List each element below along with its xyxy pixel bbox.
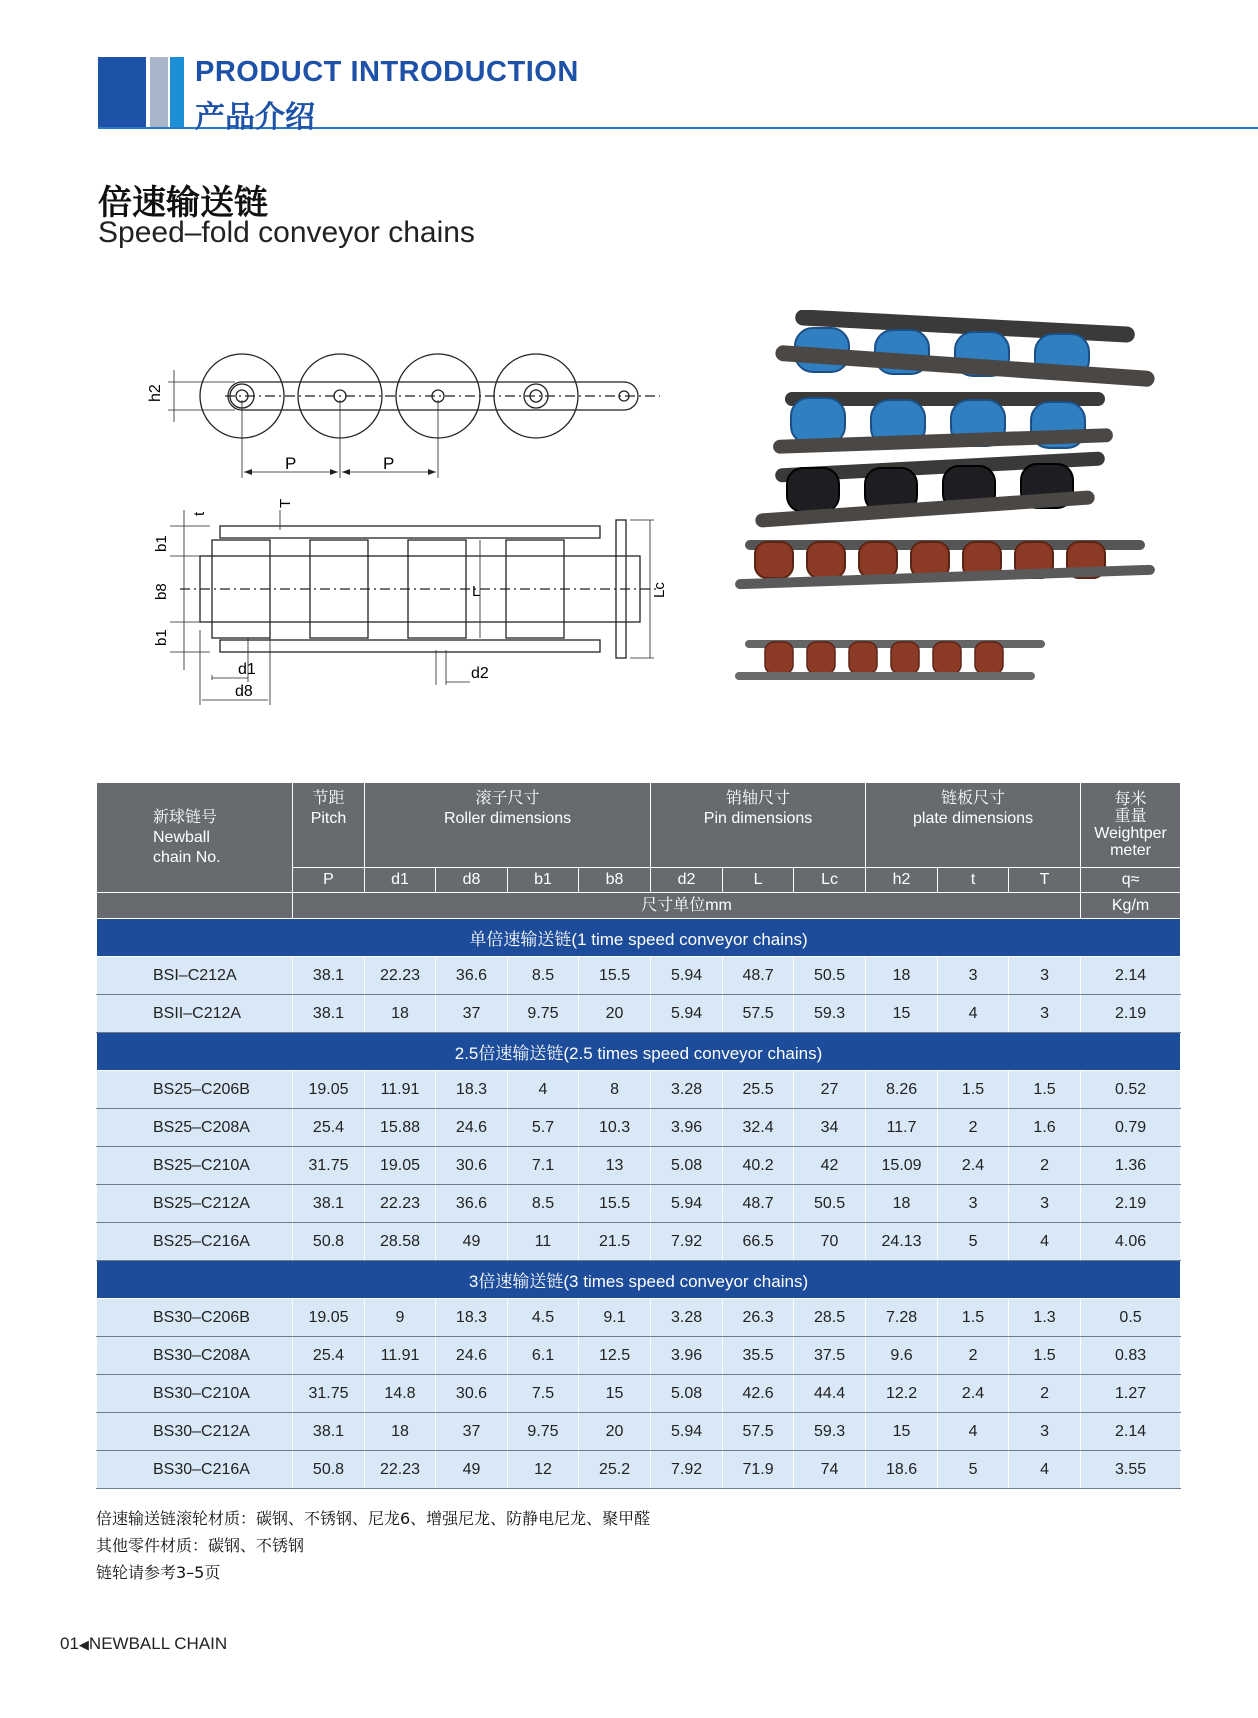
spec-table-body (97, 919, 1181, 1489)
value-cell: 50.8 (293, 1223, 365, 1261)
value-cell: 15.5 (579, 957, 651, 995)
value-cell: 8 (579, 1071, 651, 1109)
value-cell: 59.3 (794, 995, 866, 1033)
col-header-roller (365, 783, 651, 868)
value-cell: 18 (866, 957, 938, 995)
chain-blue-2 (773, 392, 1113, 454)
unit-spacer (97, 893, 293, 919)
value-cell: 32.4 (723, 1109, 794, 1147)
dim-p-label-2: P (383, 454, 395, 473)
table-row (97, 1451, 1181, 1489)
value-cell: 3 (1009, 1413, 1081, 1451)
value-cell: 50.5 (794, 1185, 866, 1223)
chain-black (755, 451, 1105, 527)
sym-cell: h2 (866, 868, 938, 893)
value-cell: 18 (365, 995, 436, 1033)
table-row (97, 1375, 1181, 1413)
value-cell: 11.91 (365, 1337, 436, 1375)
material-notes (96, 1505, 650, 1586)
dim-b1-label-bottom: b1 (153, 629, 170, 646)
value-cell: 18 (866, 1185, 938, 1223)
value-cell: 74 (794, 1451, 866, 1489)
value-cell: 2 (938, 1337, 1009, 1375)
value-cell: 24.13 (866, 1223, 938, 1261)
value-cell: 3 (1009, 957, 1081, 995)
value-cell: 38.1 (293, 957, 365, 995)
value-cell: 1.3 (1009, 1299, 1081, 1337)
value-cell: 2 (1009, 1147, 1081, 1185)
dim-b1-label-top: b1 (153, 535, 170, 552)
value-cell: 8.5 (508, 1185, 579, 1223)
value-cell: 5 (938, 1223, 1009, 1261)
value-cell: 11.91 (365, 1071, 436, 1109)
value-cell: 11 (508, 1223, 579, 1261)
chain-no-cell: BS25–C208A (97, 1109, 293, 1147)
col-header-weight (1081, 783, 1181, 868)
note-line: 倍速输送链滚轮材质：碳钢、不锈钢、尼龙6、增强尼龙、防静电尼龙、聚甲醛 (96, 1509, 651, 1528)
header-title-en: PRODUCT INTRODUCTION (195, 56, 579, 88)
value-cell: 25.5 (723, 1071, 794, 1109)
col-header-pin (651, 783, 866, 868)
value-cell: 3.96 (651, 1109, 723, 1147)
value-cell: 0.79 (1081, 1109, 1181, 1147)
header-accent-block (98, 57, 146, 129)
value-cell: 28.5 (794, 1299, 866, 1337)
col-weight-cn1: 每米 (1114, 791, 1147, 808)
value-cell: 44.4 (794, 1375, 866, 1413)
table-row (97, 1185, 1181, 1223)
value-cell: 1.5 (938, 1071, 1009, 1109)
value-cell: 4 (938, 995, 1009, 1033)
value-cell: 2.14 (1081, 1413, 1181, 1451)
value-cell: 15.09 (866, 1147, 938, 1185)
chain-no-cell: BS25–C216A (97, 1223, 293, 1261)
table-row (97, 1147, 1181, 1185)
dim-L-label: L (472, 583, 481, 600)
value-cell: 37.5 (794, 1337, 866, 1375)
value-cell: 30.6 (436, 1375, 508, 1413)
col-weight-en1: Weightper (1094, 825, 1167, 842)
col-header-pitch (293, 783, 365, 868)
sym-cell: P (293, 868, 365, 893)
group-label: 3倍速输送链(3 times speed conveyor chains) (97, 1261, 1181, 1299)
value-cell: 15 (579, 1375, 651, 1413)
table-row (97, 1071, 1181, 1109)
value-cell: 19.05 (293, 1071, 365, 1109)
value-cell: 9.1 (579, 1299, 651, 1337)
value-cell: 38.1 (293, 1413, 365, 1451)
page-number: 01 (60, 1634, 79, 1653)
value-cell: 1.36 (1081, 1147, 1181, 1185)
group-row (97, 1261, 1181, 1299)
value-cell: 40.2 (723, 1147, 794, 1185)
col-roller-cn: 滚子尺寸 (475, 790, 540, 807)
value-cell: 7.28 (866, 1299, 938, 1337)
value-cell: 12.2 (866, 1375, 938, 1413)
value-cell: 2 (938, 1109, 1009, 1147)
value-cell: 12.5 (579, 1337, 651, 1375)
value-cell: 0.83 (1081, 1337, 1181, 1375)
dim-d2-label: d2 (471, 665, 489, 682)
value-cell: 4.06 (1081, 1223, 1181, 1261)
dim-d8-label: d8 (235, 683, 253, 700)
table-row (97, 957, 1181, 995)
value-cell: 1.5 (938, 1299, 1009, 1337)
value-cell: 7.5 (508, 1375, 579, 1413)
value-cell: 9.75 (508, 1413, 579, 1451)
value-cell: 24.6 (436, 1109, 508, 1147)
value-cell: 21.5 (579, 1223, 651, 1261)
value-cell: 4 (1009, 1223, 1081, 1261)
value-cell: 3 (938, 957, 1009, 995)
chain-no-cell: BS25–C206B (97, 1071, 293, 1109)
col-newball-cn: 新球链号 (153, 808, 218, 826)
value-cell: 0.5 (1081, 1299, 1181, 1337)
value-cell: 18 (365, 1413, 436, 1451)
chain-brown (735, 540, 1155, 589)
chain-small-brown (735, 640, 1045, 680)
spec-table (96, 782, 1181, 1489)
value-cell: 70 (794, 1223, 866, 1261)
value-cell: 38.1 (293, 1185, 365, 1223)
chain-no-cell: BS30–C206B (97, 1299, 293, 1337)
value-cell: 1.5 (1009, 1071, 1081, 1109)
value-cell: 20 (579, 1413, 651, 1451)
value-cell: 71.9 (723, 1451, 794, 1489)
value-cell: 19.05 (293, 1299, 365, 1337)
value-cell: 36.6 (436, 1185, 508, 1223)
chain-product-photo (735, 310, 1175, 710)
dim-T-label: T (277, 498, 294, 508)
value-cell: 22.23 (365, 1185, 436, 1223)
sym-cell: q≈ (1081, 868, 1181, 893)
value-cell: 27 (794, 1071, 866, 1109)
value-cell: 7.1 (508, 1147, 579, 1185)
col-newball-en1: Newball (153, 828, 210, 846)
value-cell: 36.6 (436, 957, 508, 995)
value-cell: 42.6 (723, 1375, 794, 1413)
value-cell: 25.4 (293, 1337, 365, 1375)
value-cell: 31.75 (293, 1375, 365, 1413)
value-cell: 18.3 (436, 1299, 508, 1337)
value-cell: 18.3 (436, 1071, 508, 1109)
value-cell: 25.2 (579, 1451, 651, 1489)
product-title-cn: 倍速输送链 (98, 183, 268, 223)
value-cell: 2.19 (1081, 1185, 1181, 1223)
value-cell: 4 (1009, 1451, 1081, 1489)
group-label: 单倍速输送链(1 time speed conveyor chains) (97, 919, 1181, 957)
sym-cell: d2 (651, 868, 723, 893)
sym-cell: d1 (365, 868, 436, 893)
value-cell: 4.5 (508, 1299, 579, 1337)
dim-Lc-label: Lc (651, 582, 668, 598)
table-row (97, 1299, 1181, 1337)
col-roller-en: Roller dimensions (443, 810, 572, 827)
triangle-left-icon: ◀ (78, 1637, 89, 1652)
value-cell: 15 (866, 1413, 938, 1451)
chain-no-cell: BSI–C212A (97, 957, 293, 995)
value-cell: 19.05 (365, 1147, 436, 1185)
value-cell: 5 (938, 1451, 1009, 1489)
value-cell: 48.7 (723, 957, 794, 995)
value-cell: 10.3 (579, 1109, 651, 1147)
value-cell: 5.08 (651, 1375, 723, 1413)
chain-no-cell: BS30–C208A (97, 1337, 293, 1375)
value-cell: 5.08 (651, 1147, 723, 1185)
value-cell: 15.88 (365, 1109, 436, 1147)
footer-brand: NEWBALL CHAIN (88, 1634, 228, 1653)
value-cell: 2.4 (938, 1375, 1009, 1413)
value-cell: 50.5 (794, 957, 866, 995)
page-footer (60, 1634, 227, 1654)
col-pitch-cn: 节距 (312, 790, 345, 807)
value-cell: 28.58 (365, 1223, 436, 1261)
value-cell: 7.92 (651, 1451, 723, 1489)
chain-no-cell: BS30–C210A (97, 1375, 293, 1413)
chain-blue-1 (775, 310, 1155, 387)
value-cell: 9.75 (508, 995, 579, 1033)
value-cell: 50.8 (293, 1451, 365, 1489)
unit-mm: 尺寸单位mm (293, 893, 1081, 919)
value-cell: 8.5 (508, 957, 579, 995)
value-cell: 20 (579, 995, 651, 1033)
col-header-plate (866, 783, 1081, 868)
value-cell: 66.5 (723, 1223, 794, 1261)
value-cell: 22.23 (365, 1451, 436, 1489)
col-weight-cn2: 重量 (1114, 808, 1147, 825)
value-cell: 26.3 (723, 1299, 794, 1337)
table-row (97, 1413, 1181, 1451)
chain-technical-drawing (140, 330, 680, 710)
dim-h2-label: h2 (147, 384, 164, 402)
value-cell: 42 (794, 1147, 866, 1185)
value-cell: 57.5 (723, 995, 794, 1033)
col-pin-cn: 销轴尺寸 (726, 790, 791, 807)
chain-no-cell: BS30–C212A (97, 1413, 293, 1451)
value-cell: 8.26 (866, 1071, 938, 1109)
sym-cell: b1 (508, 868, 579, 893)
col-newball-en2: chain No. (153, 848, 221, 866)
col-weight-en2: meter (1110, 842, 1151, 859)
value-cell: 5.94 (651, 957, 723, 995)
value-cell: 5.94 (651, 995, 723, 1033)
col-plate-en: plate dimensions (913, 810, 1034, 827)
note-line: 链轮请参考3–5页 (96, 1563, 221, 1582)
value-cell: 57.5 (723, 1413, 794, 1451)
value-cell: 4 (938, 1413, 1009, 1451)
value-cell: 48.7 (723, 1185, 794, 1223)
header-title-cn: 产品介绍 (195, 100, 315, 135)
note-line: 其他零件材质：碳钢、不锈钢 (96, 1536, 305, 1555)
chain-no-cell: BS25–C210A (97, 1147, 293, 1185)
value-cell: 37 (436, 1413, 508, 1451)
chain-no-cell: BSII–C212A (97, 995, 293, 1033)
value-cell: 37 (436, 995, 508, 1033)
value-cell: 22.23 (365, 957, 436, 995)
value-cell: 3.96 (651, 1337, 723, 1375)
header-accent-gray (150, 57, 168, 129)
dim-t-label: t (191, 511, 208, 516)
sym-cell: t (938, 868, 1009, 893)
value-cell: 31.75 (293, 1147, 365, 1185)
value-cell: 34 (794, 1109, 866, 1147)
value-cell: 5.7 (508, 1109, 579, 1147)
value-cell: 9 (365, 1299, 436, 1337)
table-row (97, 1337, 1181, 1375)
value-cell: 3 (1009, 1185, 1081, 1223)
unit-kg: Kg/m (1081, 893, 1181, 919)
value-cell: 6.1 (508, 1337, 579, 1375)
value-cell: 35.5 (723, 1337, 794, 1375)
value-cell: 2.14 (1081, 957, 1181, 995)
value-cell: 15.5 (579, 1185, 651, 1223)
dim-p-label-1: P (285, 454, 297, 473)
value-cell: 13 (579, 1147, 651, 1185)
value-cell: 5.94 (651, 1413, 723, 1451)
value-cell: 2 (1009, 1375, 1081, 1413)
value-cell: 4 (508, 1071, 579, 1109)
col-plate-cn: 链板尺寸 (941, 790, 1006, 807)
value-cell: 3 (1009, 995, 1081, 1033)
value-cell: 1.6 (1009, 1109, 1081, 1147)
sym-cell: L (723, 868, 794, 893)
group-row (97, 919, 1181, 957)
value-cell: 1.27 (1081, 1375, 1181, 1413)
chain-no-cell: BS25–C212A (97, 1185, 293, 1223)
value-cell: 25.4 (293, 1109, 365, 1147)
value-cell: 14.8 (365, 1375, 436, 1413)
value-cell: 11.7 (866, 1109, 938, 1147)
sym-cell: Lc (794, 868, 866, 893)
value-cell: 38.1 (293, 995, 365, 1033)
sym-cell: T (1009, 868, 1081, 893)
value-cell: 9.6 (866, 1337, 938, 1375)
col-pin-en: Pin dimensions (703, 810, 813, 827)
group-row (97, 1033, 1181, 1071)
value-cell: 0.52 (1081, 1071, 1181, 1109)
value-cell: 2.19 (1081, 995, 1181, 1033)
col-header-newball (97, 783, 293, 893)
header-accent-cyan (170, 57, 184, 129)
value-cell: 3.55 (1081, 1451, 1181, 1489)
group-label: 2.5倍速输送链(2.5 times speed conveyor chains) (97, 1033, 1181, 1071)
sym-cell: d8 (436, 868, 508, 893)
side-view (168, 354, 660, 478)
value-cell: 2.4 (938, 1147, 1009, 1185)
value-cell: 15 (866, 995, 938, 1033)
chain-no-cell: BS30–C216A (97, 1451, 293, 1489)
sym-cell: b8 (579, 868, 651, 893)
value-cell: 5.94 (651, 1185, 723, 1223)
col-pitch-en: Pitch (310, 810, 347, 827)
table-row (97, 1223, 1181, 1261)
table-row (97, 1109, 1181, 1147)
value-cell: 3.28 (651, 1071, 723, 1109)
value-cell: 24.6 (436, 1337, 508, 1375)
value-cell: 7.92 (651, 1223, 723, 1261)
value-cell: 12 (508, 1451, 579, 1489)
value-cell: 30.6 (436, 1147, 508, 1185)
dim-b8-label: b8 (153, 583, 170, 600)
value-cell: 3 (938, 1185, 1009, 1223)
value-cell: 3.28 (651, 1299, 723, 1337)
value-cell: 1.5 (1009, 1337, 1081, 1375)
value-cell: 18.6 (866, 1451, 938, 1489)
value-cell: 49 (436, 1223, 508, 1261)
value-cell: 59.3 (794, 1413, 866, 1451)
product-title-en: Speed–fold conveyor chains (98, 216, 475, 249)
dim-d1-label: d1 (238, 661, 256, 678)
table-row (97, 995, 1181, 1033)
value-cell: 49 (436, 1451, 508, 1489)
